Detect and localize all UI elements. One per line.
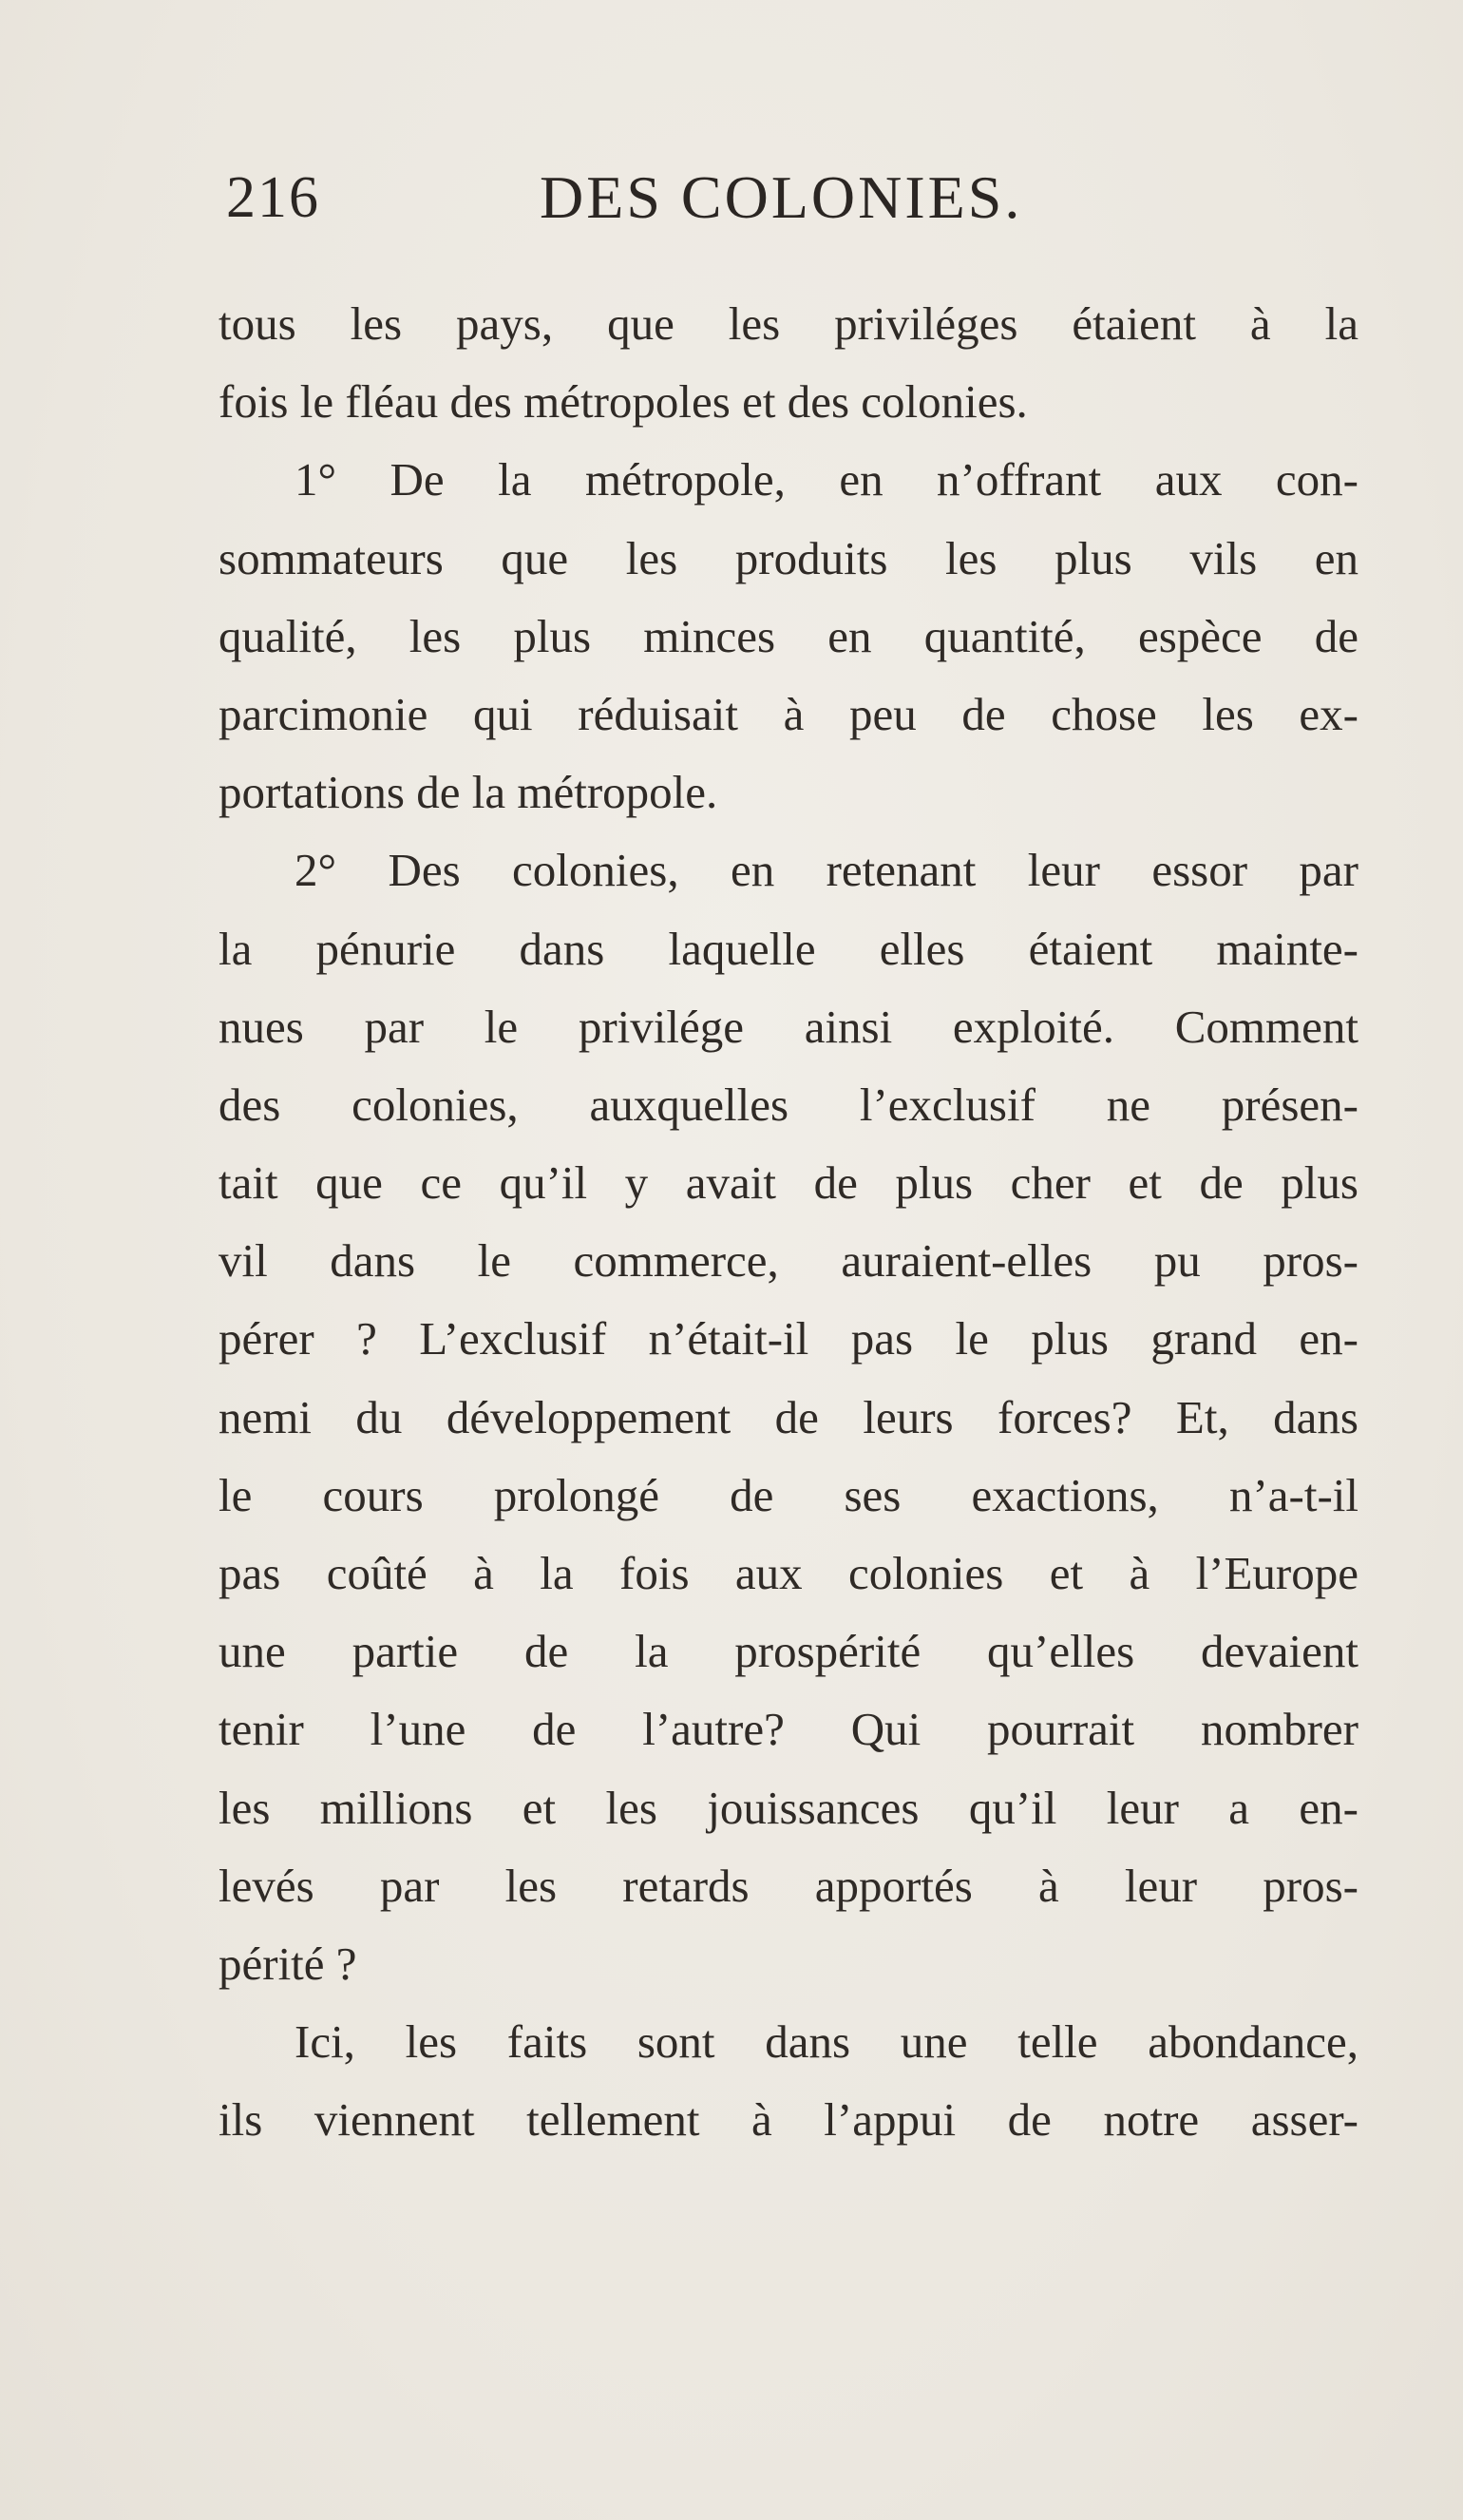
text-line: tait que ce qu’il y avait de plus cher et de plus (218, 1156, 1358, 1210)
text-line: une partie de la prospérité qu’elles devaient (218, 1625, 1358, 1678)
text-line: parcimonie qui réduisait à peu de chose les ex- (218, 687, 1358, 740)
text-line: qualité, les plus minces en quantité, espèce de (218, 609, 1358, 662)
text-line: tenir l’une de l’autre? Qui pourrait nombrer (218, 1703, 1358, 1756)
running-head: DES COLONIES. (540, 163, 1023, 231)
text-line: périté ? (218, 1937, 357, 1990)
text-line: ils viennent tellement à l’appui de notre asser- (218, 2093, 1358, 2147)
text-line: pérer ? L’exclusif n’était-il pas le plus grand en- (218, 1312, 1358, 1365)
text-line: Ici, les faits sont dans une telle abondance, (294, 2015, 1358, 2069)
page-header (226, 160, 1233, 236)
text-line: sommateurs que les produits les plus vils en (218, 531, 1358, 584)
text-line: portations de la métropole. (218, 766, 718, 819)
text-line: 2° Des colonies, en retenant leur essor par (294, 844, 1358, 897)
page-number: 216 (226, 165, 320, 230)
text-line: la pénurie dans laquelle elles étaient mainte- (218, 922, 1358, 975)
text-line: pas coûté à la fois aux colonies et à l’Europe (218, 1547, 1358, 1599)
text-line: tous les pays, que les priviléges étaient à la (218, 297, 1358, 350)
text-line: les millions et les jouissances qu’il leur a en- (218, 1781, 1358, 1834)
text-line: nemi du développement de leurs forces? Et, dans (218, 1390, 1358, 1443)
text-line: 1° De la métropole, en n’offrant aux con- (294, 453, 1358, 506)
text-line: fois le fléau des métropoles et des colonies. (218, 375, 1028, 429)
text-line: le cours prolongé de ses exactions, n’a-t-il (218, 1468, 1358, 1521)
body-text (218, 285, 1358, 2160)
text-line: vil dans le commerce, auraient-elles pu pros- (218, 1234, 1358, 1288)
text-line: nues par le privilége ainsi exploité. Comment (218, 1000, 1358, 1053)
text-line: des colonies, auxquelles l’exclusif ne présen- (218, 1078, 1358, 1131)
text-line: levés par les retards apportés à leur pros- (218, 1859, 1358, 1912)
